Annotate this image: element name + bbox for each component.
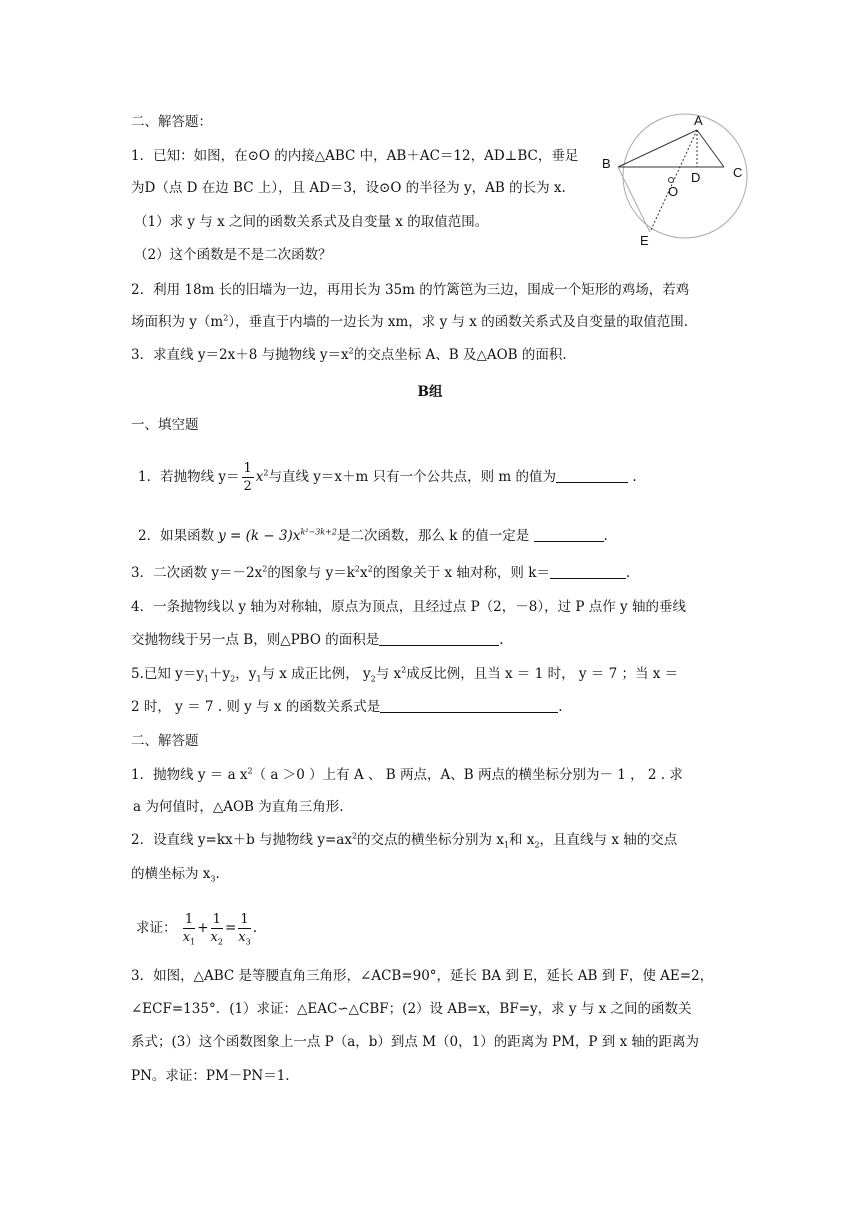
segment-ac: [697, 130, 724, 167]
section-title-solve-b: 二、解答题: [131, 733, 199, 749]
section-title-solve-a: 二、解答题：: [131, 114, 212, 130]
problem-1-line-1: 1．已知：如图，在⊙O 的内接△ABC 中，AB＋AC＝12，AD⊥BC，垂足: [131, 148, 579, 164]
solve-q1-line-2: a 为何值时，△AOB 为直角三角形.: [133, 799, 344, 815]
fill-q3: 3．二次函数 $y=-2x^2$的图象与 $y=k^2x^2$的图象关于 x 轴对称，则 k＝ .: [131, 564, 631, 581]
solve-q3-line-1: 3．如图，△ABC 是等腰直角三角形，∠ACB=90°，延长 BA 到 E，延长 AB 到 F，使 AE=2，: [131, 968, 714, 984]
fill-q4-line-2: 交抛物线于另一点 B，则△PBO 的面积是 .: [131, 632, 504, 648]
fill-q1: 1．若抛物线 y＝ $\frac{1}{2}$ $x^2$与直线 y＝x＋m 只有一个公共点，则 m 的值为 .: [138, 461, 637, 494]
label-a: A: [694, 113, 703, 128]
section-title-fill: 一、填空题: [131, 417, 199, 433]
center-point: [669, 178, 674, 183]
circle-o: [623, 114, 747, 238]
answer-blank[interactable]: [379, 631, 499, 646]
fill-q4-line-1: 4．一条抛物线以 y 轴为对称轴，原点为顶点，且经过点 P（2，－8），过 P 点作 y 轴的垂线: [131, 599, 686, 615]
fill-q5-line-2: 2 时， y ＝ 7 . 则 y 与 x 的函数关系式是 .: [131, 699, 563, 715]
solve-q2-line-2: 的横坐标为 $x_3$.: [131, 866, 220, 884]
label-o: O: [668, 184, 679, 199]
label-d: D: [691, 170, 701, 185]
answer-blank[interactable]: [556, 468, 628, 483]
label-c: C: [733, 165, 743, 180]
fill-q5-line-1: 5.已知 $y=y_1+y_2$，$y_1$与 x 成正比例， $y_2$与 $x^2$成反比例，且当 x ＝ 1 时， y ＝ 7 ；当 x ＝: [131, 665, 679, 684]
group-b-heading: B组: [417, 384, 443, 400]
problem-1-part-2: （2）这个函数是不是二次函数？: [134, 247, 332, 263]
problem-2-line-2: 场面积为 $y(m^2)$，垂直于内墙的一边长为 xm，求 y 与 x 的函数关系式及自变量的取值范围.: [131, 313, 688, 330]
fraction-1-over-x3: $\frac{1}{x_3}$: [238, 912, 251, 947]
problem-1-part-1: （1）求 y 与 x 之间的函数关系式及自变量 x 的取值范围。: [134, 214, 489, 230]
segment-be: [618, 167, 650, 232]
answer-blank[interactable]: [534, 527, 604, 542]
problem-2-line-1: 2．利用 18m 长的旧墙为一边，再用长为 35m 的竹篱笆为三边，围成一个矩形的鸡场，若鸡: [131, 282, 690, 298]
label-b: B: [602, 156, 611, 171]
solve-q1-line-1: 1．抛物线 y ＝ a $x^2$（ a ＞0 ）上有 A 、 B 两点，A、B 两点的横坐标分别为－ 1 ， 2 . 求: [131, 766, 683, 783]
solve-q3-line-3: 系式；(3）这个函数图象上一点 P（a，b）到点 M（0，1）的距离为 PM，P 到 x 轴的距离为: [131, 1034, 699, 1050]
fraction-one-half: $\frac{1}{2}$: [243, 461, 252, 494]
solve-q2-line-1: 2．设直线 y=kx＋b 与抛物线 $y=ax^2$的交点的横坐标分别为 $x_1$和 $x_2$，且直线与 x 轴的交点: [131, 831, 678, 850]
label-e: E: [640, 233, 649, 248]
answer-blank[interactable]: [380, 698, 558, 713]
proof-equation: 求证： $\frac{1}{x_1}$ + $\frac{1}{x_2}$ = $\frac{1}{x_3}$ .: [136, 912, 258, 947]
circle-triangle-figure: [598, 108, 768, 248]
fill-q2: 2．如果函数 $y = (k - 3)x^{k^2-3k+2}$是二次函数，那么 k 的值一定是 .: [138, 527, 608, 544]
answer-blank[interactable]: [550, 564, 626, 579]
problem-1-line-2: 为D（点 D 在边 BC 上），且 AD＝3，设⊙O 的半径为 y，AB 的长为 x.: [131, 180, 566, 196]
solve-q3-line-4: PN。求证：PM－PN＝1.: [131, 1068, 290, 1084]
fraction-1-over-x2: $\frac{1}{x_2}$: [210, 912, 223, 947]
problem-3-line: 3．求直线 y＝2x＋8 与抛物线 $y=x^2$的交点坐标 A、B 及△AOB 的面积.: [131, 346, 567, 363]
fraction-1-over-x1: $\frac{1}{x_1}$: [182, 912, 196, 947]
solve-q3-line-2: ∠ECF=135°．(1）求证：△EAC∽△CBF；(2）设 AB=x，BF=y，求 y 与 x 之间的函数关: [131, 1001, 692, 1017]
